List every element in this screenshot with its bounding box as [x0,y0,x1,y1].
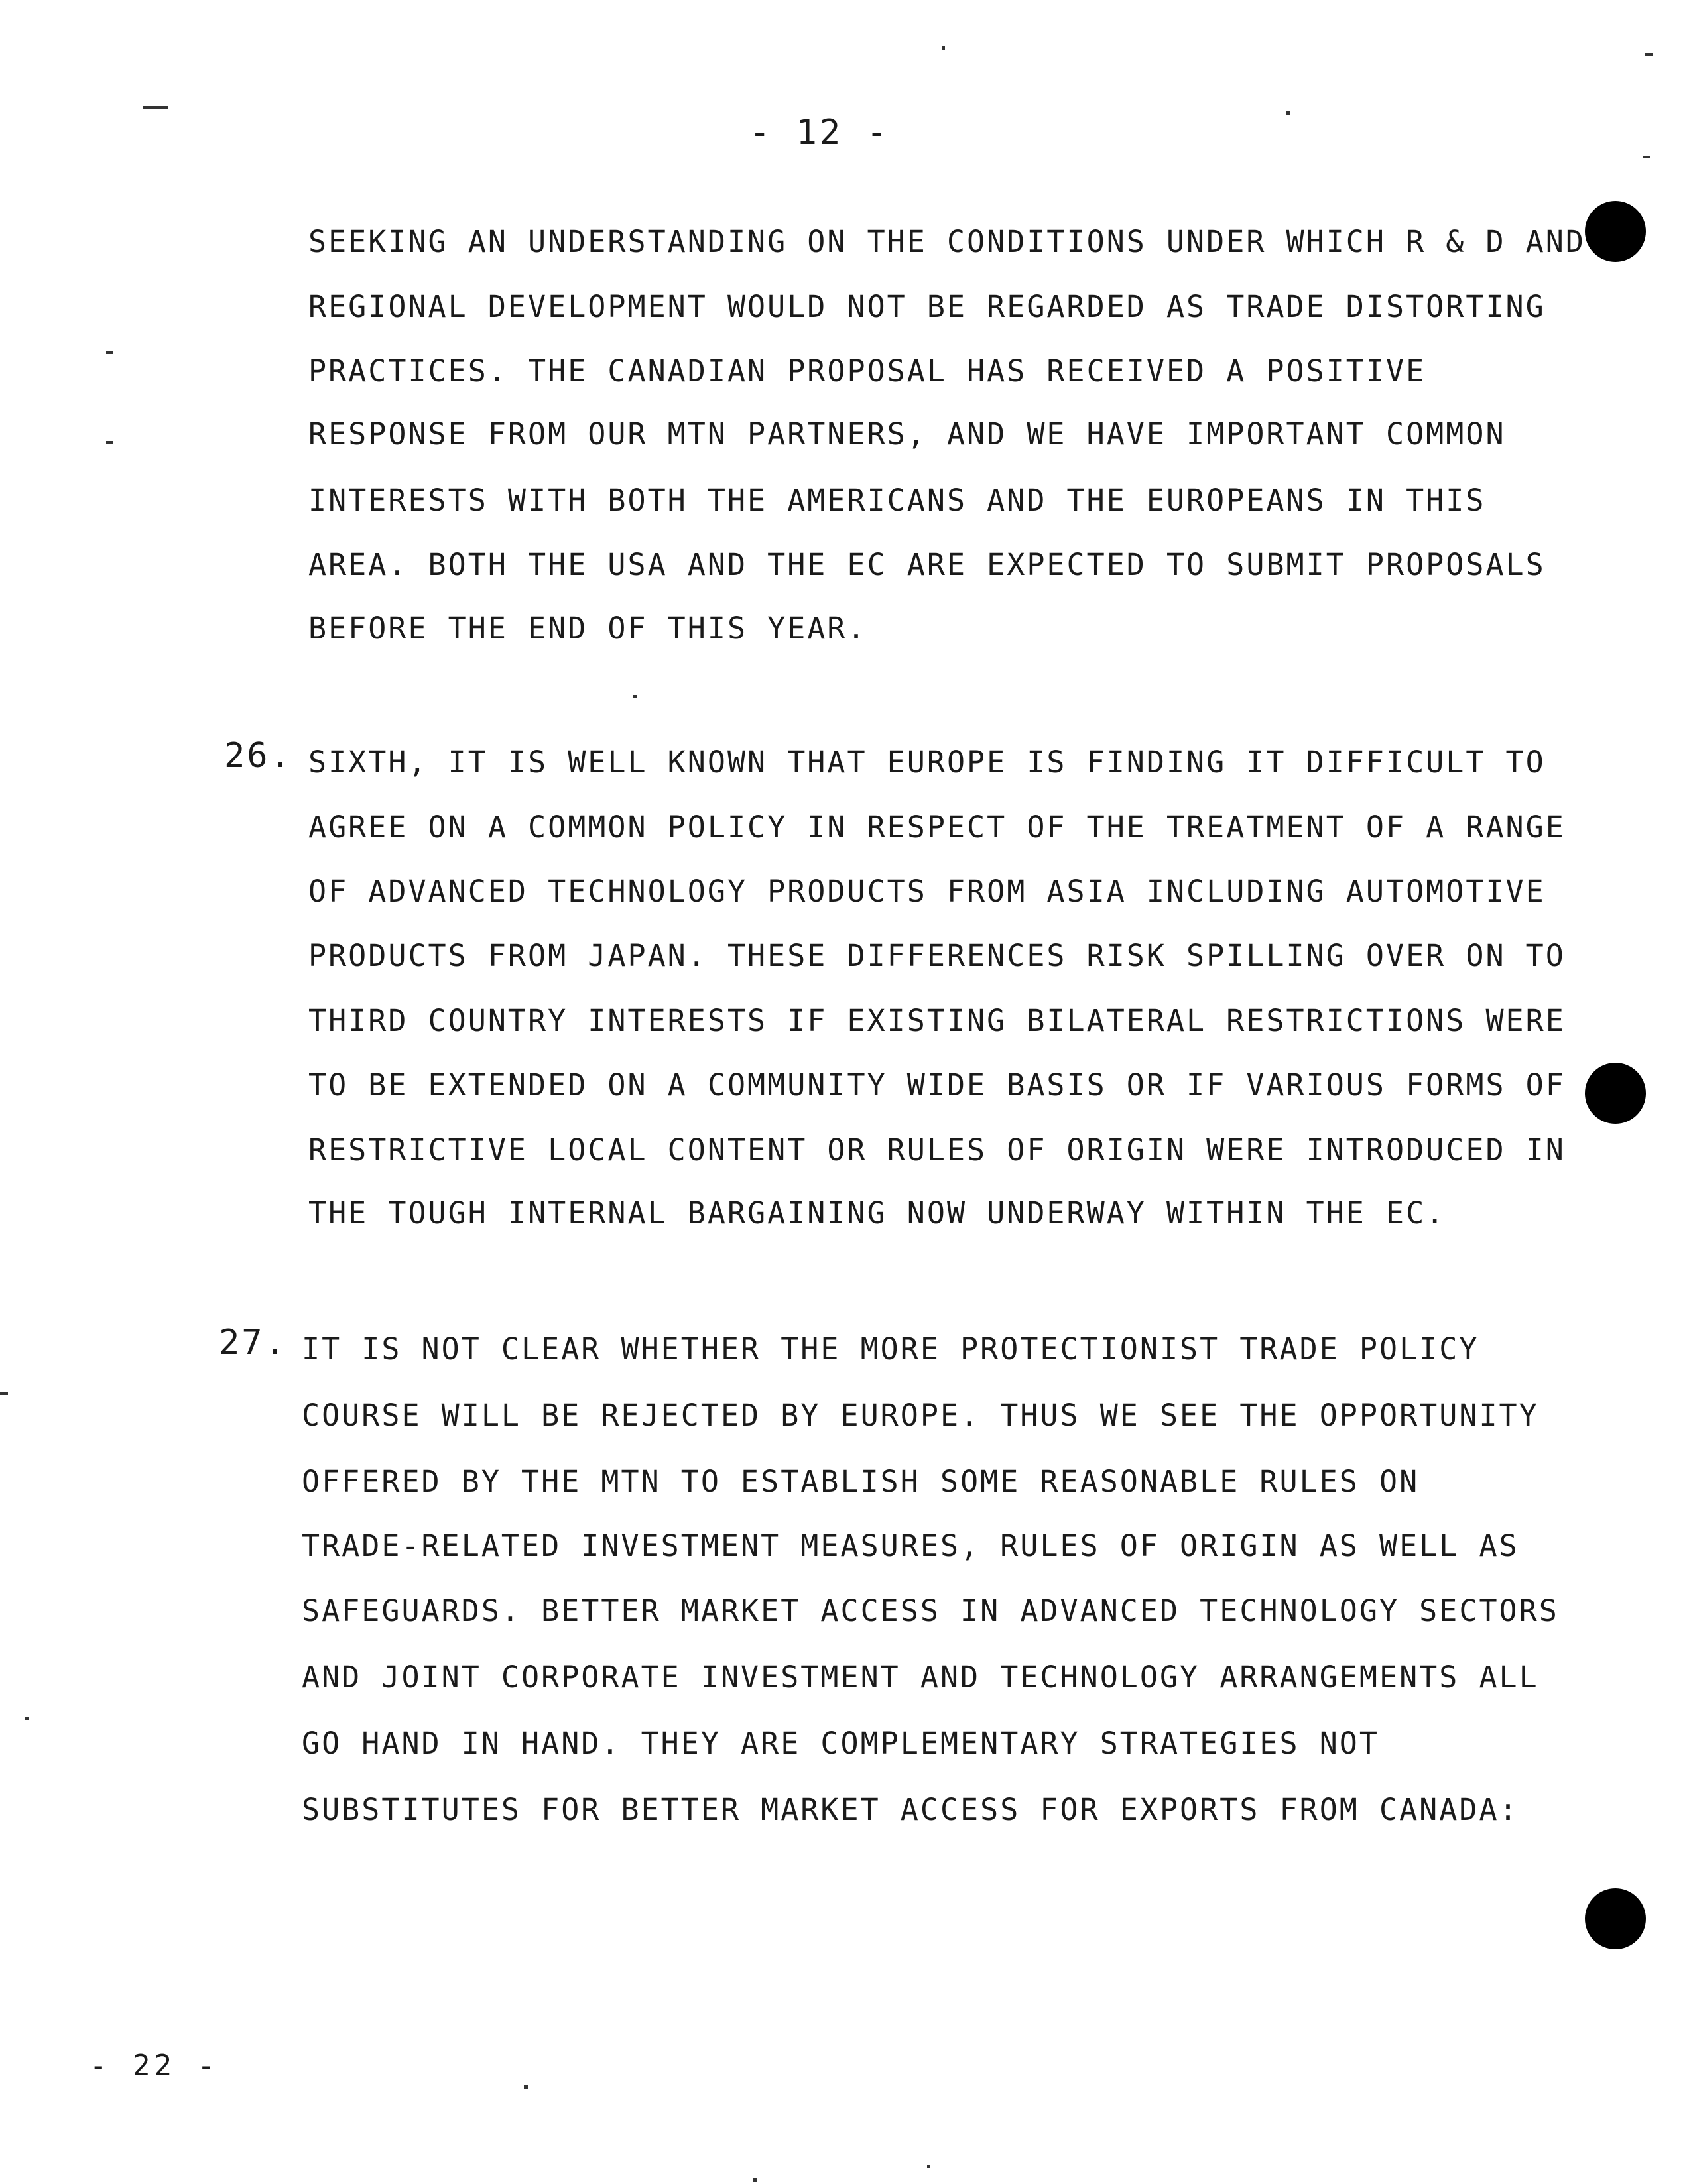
paragraph-line: TO BE EXTENDED ON A COMMUNITY WIDE BASIS OR IF VARIOUS FORMS OF [308,1067,1566,1103]
continuation-line: PRACTICES. THE CANADIAN PROPOSAL HAS RECEIVED A POSITIVE [308,353,1426,389]
paragraph-line: THIRD COUNTRY INTERESTS IF EXISTING BILATERAL RESTRICTIONS WERE [308,1003,1566,1038]
continuation-line: INTERESTS WITH BOTH THE AMERICANS AND THE EUROPEANS IN THIS [308,483,1486,518]
scan-mark [143,106,168,109]
scan-mark [524,2085,528,2089]
footer-page-number: - 22 - [90,2049,219,2083]
punch-hole [1585,1063,1646,1124]
scan-mark [942,46,945,50]
paragraph-line: AND JOINT CORPORATE INVESTMENT AND TECHNOLOGY ARRANGEMENTS ALL [302,1660,1539,1695]
paragraph-line: SAFEGUARDS. BETTER MARKET ACCESS IN ADVANCED TECHNOLOGY SECTORS [302,1593,1559,1628]
scan-mark [1643,156,1650,158]
continuation-line: AREA. BOTH THE USA AND THE EC ARE EXPECTED TO SUBMIT PROPOSALS [308,547,1546,582]
scan-mark [1286,111,1290,115]
paragraph-line: SIXTH, IT IS WELL KNOWN THAT EUROPE IS FINDING IT DIFFICULT TO [308,745,1546,780]
paragraph-line: TRADE-RELATED INVESTMENT MEASURES, RULES OF ORIGIN AS WELL AS [302,1528,1519,1563]
paragraph-line: GO HAND IN HAND. THEY ARE COMPLEMENTARY STRATEGIES NOT [302,1726,1379,1761]
punch-hole [1585,1888,1646,1949]
scan-mark [0,1392,8,1395]
paragraph-line: IT IS NOT CLEAR WHETHER THE MORE PROTECTIONIST TRADE POLICY [302,1331,1479,1366]
scan-mark [753,2178,757,2182]
paragraph-line: RESTRICTIVE LOCAL CONTENT OR RULES OF ORIGIN WERE INTRODUCED IN [308,1132,1566,1168]
scan-mark [106,351,113,354]
punch-hole [1585,201,1646,262]
paragraph-number: 26. [224,736,292,776]
scan-mark [25,1717,29,1720]
paragraph-line: OFFERED BY THE MTN TO ESTABLISH SOME REASONABLE RULES ON [302,1464,1420,1499]
continuation-line: REGIONAL DEVELOPMENT WOULD NOT BE REGARDED AS TRADE DISTORTING [308,289,1546,324]
paragraph-line: THE TOUGH INTERNAL BARGAINING NOW UNDERWAY WITHIN THE EC. [308,1195,1446,1231]
paragraph-line: PRODUCTS FROM JAPAN. THESE DIFFERENCES RISK SPILLING OVER ON TO [308,938,1566,973]
continuation-line: RESPONSE FROM OUR MTN PARTNERS, AND WE HAVE IMPORTANT COMMON [308,416,1506,452]
scan-mark [633,695,637,698]
paragraph-line: COURSE WILL BE REJECTED BY EUROPE. THUS WE SEE THE OPPORTUNITY [302,1398,1539,1433]
continuation-line: BEFORE THE END OF THIS YEAR. [308,611,867,646]
paragraph-line: OF ADVANCED TECHNOLOGY PRODUCTS FROM ASIA INCLUDING AUTOMOTIVE [308,874,1546,909]
paragraph-line: SUBSTITUTES FOR BETTER MARKET ACCESS FOR EXPORTS FROM CANADA: [302,1792,1519,1827]
paragraph-number: 27. [219,1323,287,1363]
scan-mark [1645,53,1653,56]
continuation-line: SEEKING AN UNDERSTANDING ON THE CONDITIONS UNDER WHICH R & D AND [308,224,1586,259]
scan-mark [106,441,113,444]
page-number: - 12 - [749,113,890,152]
scan-mark [927,2165,930,2168]
paragraph-line: AGREE ON A COMMON POLICY IN RESPECT OF THE TREATMENT OF A RANGE [308,810,1566,845]
